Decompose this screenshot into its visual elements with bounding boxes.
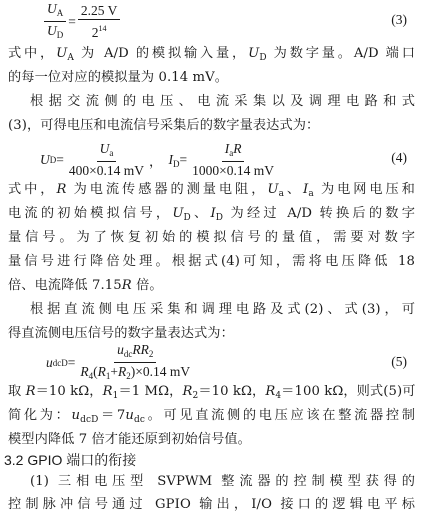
eq4-u-fraction: $\frac{U_a}{400\times 0.14 mV}$ xyxy=(66,142,147,178)
equation-5: u dcD = $\frac{u_{dc}RR_2}{R_4(R_1+R_2)\times 0.14 mV}$ (5) xyxy=(0,342,425,384)
para4-line2: 得直流侧电压信号的数字量表达式为： xyxy=(8,326,234,341)
eq3-number: (3) xyxy=(391,12,407,27)
equation-4: U D = $\frac{U_a}{400\times 0.14 mV}$ ， $I_D=$ $\frac{I_aR}{1000\times 0.14 mV}$ (4) xyxy=(40,141,407,178)
para1-line1: 式中，$U_A$ 为 A/D 的模拟输入量，$U_D$ 为数字量。A/D 端口 xyxy=(8,46,415,63)
para3-line3: 量信号。为了恢复初始的模拟信号的量值，需要对数字 xyxy=(8,230,415,245)
eq3-equals: = xyxy=(68,14,76,29)
section-heading xyxy=(4,450,136,470)
eq4-u-denominator: 400×0.14 mV xyxy=(68,163,144,178)
eq3-rhs-den-base: 2 xyxy=(91,25,99,40)
equation-3 xyxy=(0,0,425,44)
para5-line2: 简化为：$u_{dcD}=7u_{dc}$。可见直流侧的电压应该在整流器控制 xyxy=(8,408,415,425)
para2-line1: 根据交流侧的电压、电流采集以及调理电路和式 xyxy=(30,94,415,109)
eq4-number: (4) xyxy=(391,150,407,165)
section-number: 3.2 xyxy=(4,452,24,468)
para3-line1: 式中，R 为电流传感器的测量电阻，$U_a$、$I_a$ 为电网电压和 xyxy=(8,182,415,199)
eq4-i-denominator: 1000×0.14 mV xyxy=(192,163,274,178)
eq5-fraction: $\frac{u_{dc}RR_2}{R_4(R_1+R_2)\times 0.14 mV}$ xyxy=(80,341,191,381)
eq3-rhs-fraction xyxy=(78,4,121,40)
para1-line2: 的每一位对应的模拟量为 0.14 mV。 xyxy=(8,70,229,85)
para5-line3: 模型内降低 7 倍才能还原到初始信号值。 xyxy=(8,432,251,447)
para3-line2: 电流的初始模拟信号，$U_D$、$I_D$ 为经过 A/D 转换后的数字 xyxy=(8,206,415,223)
para5-line1: 取 R＝10 kΩ，$R_1=1$ MΩ，$R_2=10$ kΩ，$R_4=100$ kΩ，则式(5)可 xyxy=(8,384,415,401)
section-title: GPIO 端口的衔接 xyxy=(27,452,137,468)
para6-line2: 控制脉冲信号通过 GPIO 输出，I/O 接口的逻辑电平标 xyxy=(8,497,415,512)
para4-line1: 根据直流侧电压采集和调理电路及式(2)、式(3)，可 xyxy=(30,302,415,317)
eq3-rhs-numerator: 2.25 V xyxy=(78,4,121,20)
para3-line4: 量信号进行降倍处理。根据式(4)可知，需将电压降低 18 xyxy=(8,254,415,269)
para2-line2: (3)，可得电压和电流信号采集后的数字量表达式为： xyxy=(8,118,320,133)
para3-line5: 倍、电流降低 7.15R 倍。 xyxy=(8,278,163,293)
eq3-rhs-den-exp: 14 xyxy=(98,24,107,33)
eq4-separator: ， xyxy=(149,154,163,169)
eq5-number: (5) xyxy=(391,354,407,369)
para6-line1: (1) 三相电压型 SVPWM 整流器的控制模型获得的 xyxy=(30,474,415,489)
eq3-lhs-fraction: $\frac{U_A}{U_D}$ xyxy=(44,2,66,43)
eq4-i-fraction: $\frac{I_aR}{1000\times 0.14 mV}$ xyxy=(189,142,277,178)
